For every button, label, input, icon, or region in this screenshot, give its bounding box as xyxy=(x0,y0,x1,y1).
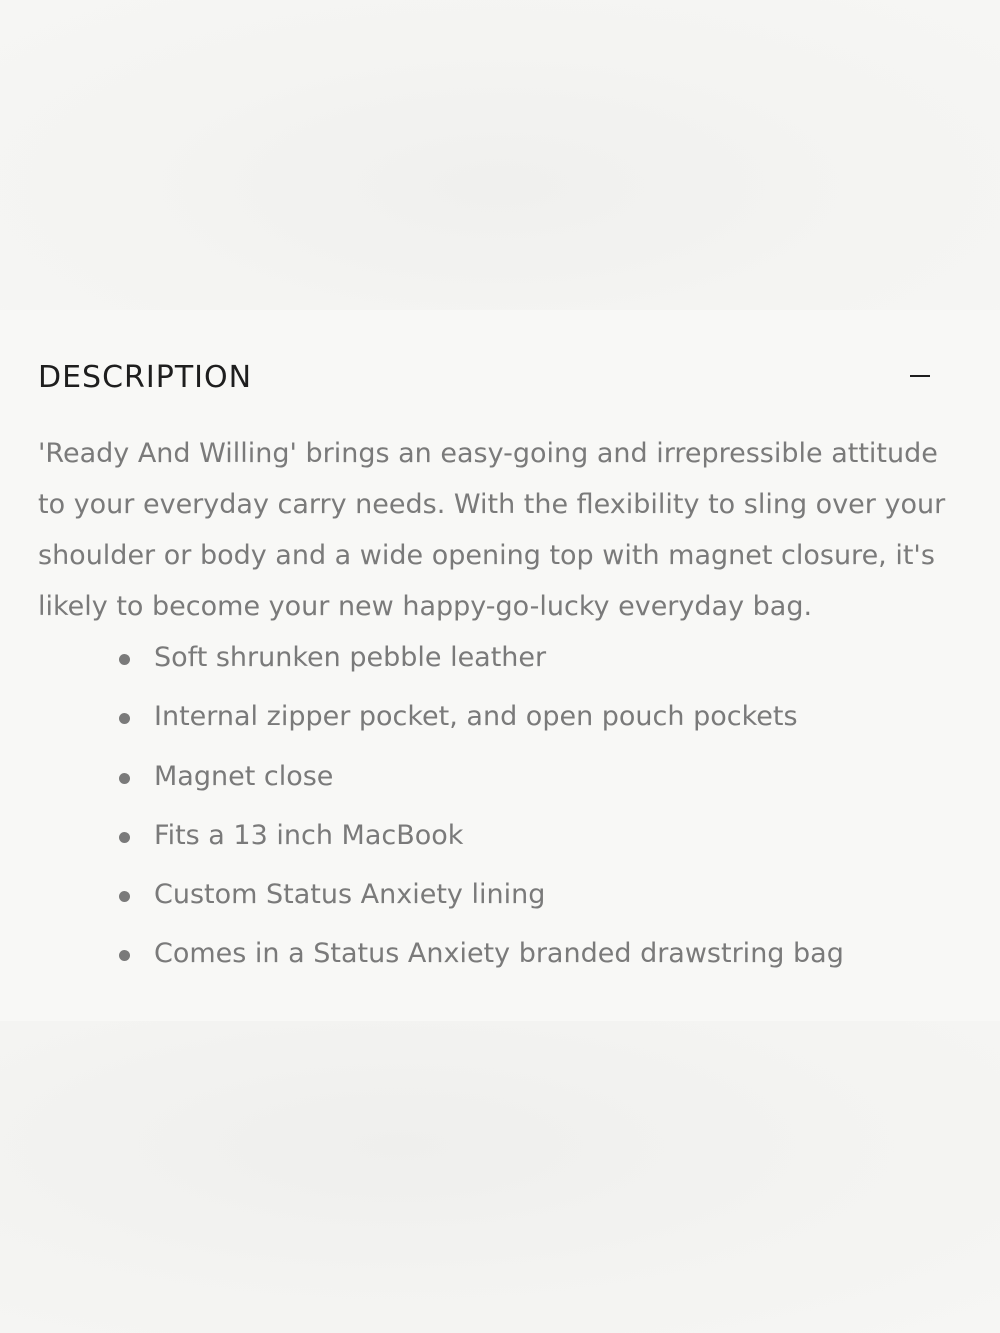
product-image-top xyxy=(0,0,1000,310)
list-item xyxy=(116,640,956,699)
list-item xyxy=(116,936,956,995)
list-item xyxy=(116,699,956,758)
list-item xyxy=(116,759,956,818)
list-item-label: Custom Status Anxiety lining xyxy=(154,879,546,911)
description-panel xyxy=(0,310,1000,1021)
product-image-bottom xyxy=(0,1021,1000,1333)
feature-list xyxy=(116,640,956,996)
list-item-label: Soft shrunken pebble leather xyxy=(154,642,547,673)
bullet-icon xyxy=(119,832,130,843)
list-item-label: Magnet close xyxy=(154,760,334,792)
bullet-icon xyxy=(119,950,130,961)
list-item-label: Internal zipper pocket, and open pouch pockets xyxy=(154,701,798,733)
section-title: DESCRIPTION xyxy=(38,360,253,395)
bullet-icon xyxy=(119,891,130,902)
description-header[interactable] xyxy=(38,356,932,400)
list-item xyxy=(116,818,956,877)
minus-icon xyxy=(910,375,930,377)
list-item xyxy=(116,877,956,936)
list-item-label: Comes in a Status Anxiety branded drawstring bag xyxy=(154,938,844,970)
description-text: 'Ready And Willing' brings an easy-going and irrepressible attitude to your everyday carry needs. With the flexibility to sling over your shoulder or body and a wide opening top with magnet closure, it's likely to become your new happy-go-lucky everyday bag. xyxy=(38,438,946,622)
list-item-label: Fits a 13 inch MacBook xyxy=(154,819,464,851)
collapse-button[interactable] xyxy=(908,364,932,388)
bullet-icon xyxy=(119,654,130,665)
bullet-icon xyxy=(119,713,130,724)
bullet-icon xyxy=(119,773,130,784)
